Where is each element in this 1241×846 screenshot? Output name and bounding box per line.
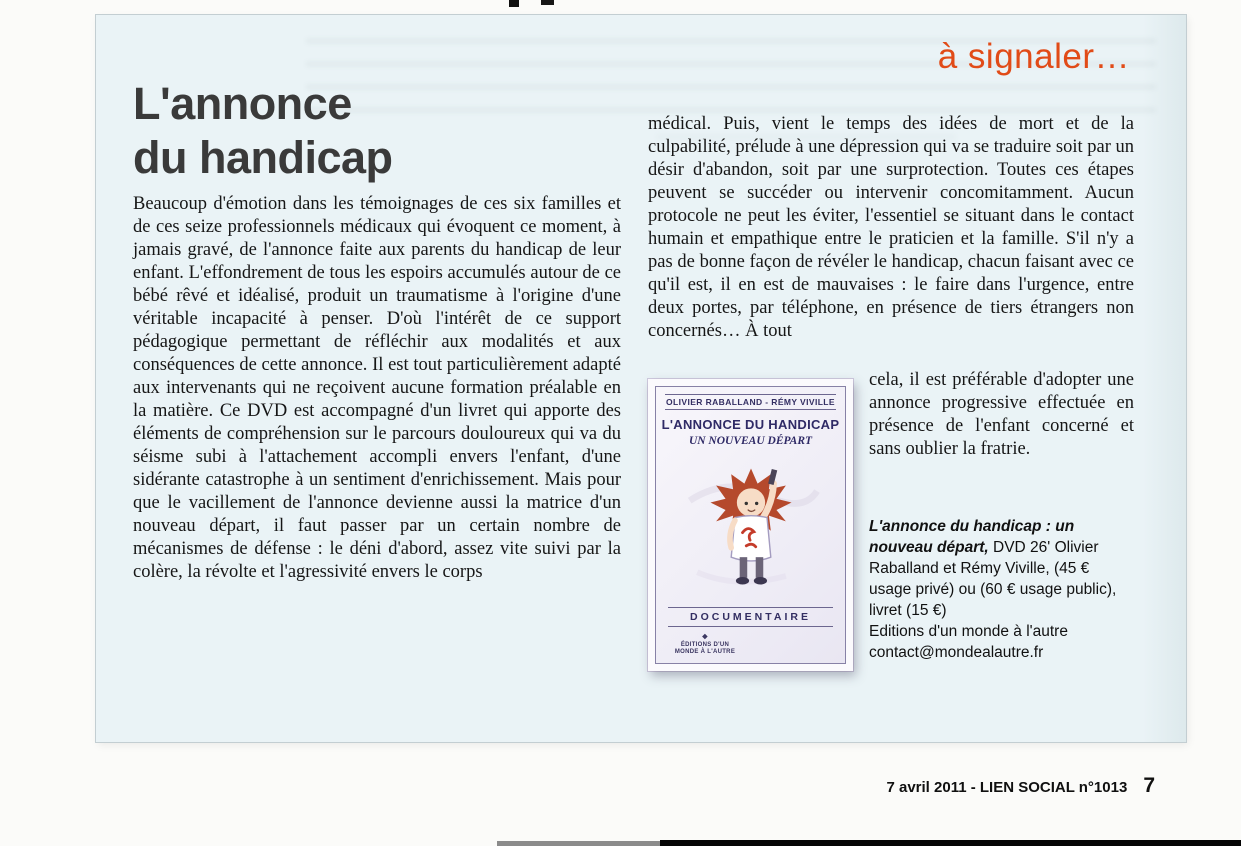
article-title <box>133 77 393 185</box>
scan-artifact-bottom-black <box>660 840 1241 846</box>
left-column-text: Beaucoup d'émotion dans les témoignages de ces six familles et de ces seize professionnels médicaux qui évoquent ce moment, à jamais gravé, de l'annonce faite aux parents du handicap de leur enfant. L'effondrement de tous les espoirs accumulés autour de ce bébé rêvé et idéalisé, produit un traumatisme à l'origine d'une véritable incapacité à penser. D'où l'intérêt de ce support pédagogique permettant de réfléchir aux modalités et aux conséquences de cette annonce. Il est tout particulièrement adapté aux intervenants qui ne reçoivent aucune formation préalable en la matière. Ce DVD est accompagné d'un livret qui apporte des éléments de compréhension sur le parcours douloureux qui va du séisme subi à l'attachement accompli envers l'enfant, d'une sidérante catastrophe à un sentiment d'enrichissement. Mais pour que le vacillement de l'annonce devienne aussi la matrice d'un nouveau départ, il faut passer par un certain nombre de mécanismes de défense : le déni d'abord, assez vite suivi par la colère, la révolte et l'agressivité envers le corps <box>133 194 621 582</box>
citation-email: contact@mondealautre.fr <box>869 644 1044 661</box>
section-label: à signaler… <box>937 37 1130 76</box>
citation-publisher: Editions d'un monde à l'autre <box>869 623 1068 640</box>
article-title-line-2: du handicap <box>133 132 393 183</box>
dvd-publisher-logo <box>672 634 738 656</box>
scan-artifact-top-right <box>541 0 554 5</box>
citation-details: DVD 26' Olivier Raballand et Rémy Viville, (45 € usage privé) ou (60 € usage public), livret (15 €) <box>869 539 1117 619</box>
left-column <box>133 193 621 584</box>
magazine-page <box>96 15 1186 742</box>
footer-issue-info: 7 avril 2011 - LIEN SOCIAL n°1013 <box>886 779 1128 796</box>
dvd-cover-image <box>648 379 853 671</box>
scan-artifact-top-left <box>509 0 519 7</box>
dvd-publisher-text: ÉDITIONS D'UN MONDE À L'AUTRE <box>674 642 736 655</box>
right-column-bottom <box>648 369 1134 671</box>
footer-page-number: 7 <box>1143 774 1155 797</box>
citation-block <box>869 516 1134 663</box>
dvd-cover-illustration <box>656 447 845 607</box>
beside-cover-column <box>869 369 1134 671</box>
page-footer <box>886 774 1155 798</box>
publisher-logo-icon: ❖ <box>701 634 709 641</box>
text-beside-dvd-cover: cela, il est préférable d'adopter une annonce progressive effectuée en présence de l'enfant concerné et sans oublier la fratrie. <box>869 370 1134 459</box>
dvd-subtitle: UN NOUVEAU DÉPART <box>688 435 813 447</box>
right-column <box>648 113 1134 671</box>
right-column-text-top: médical. Puis, vient le temps des idées de mort et de la culpabilité, prélude à une dépression qui va se traduire soit par un désir d'abandon, soit par une surprotection. Toutes ces étapes peuvent se succéder ou intervenir concomitamment. Aucun protocole ne peut les éviter, l'essentiel se situant dans le contact humain et empathique entre le praticien et la famille. S'il n'y a pas de bonne façon de révéler le handicap, chacun faisant avec ce qu'il est, il en est de mauvaises : le faire dans l'urgence, entre deux portes, par téléphone, en présence de tiers étrangers non concernés… À tout <box>648 114 1134 341</box>
dvd-authors: OLIVIER RABALLAND - RÉMY VIVILLE <box>665 394 836 410</box>
citation-title: L'annonce du handicap : un nouveau départ, <box>869 518 1075 556</box>
article-title-line-1: L'annonce <box>133 78 352 129</box>
dvd-cover-frame <box>655 386 846 664</box>
scan-artifact-bottom-gray <box>497 841 662 846</box>
dvd-title: L'ANNONCE DU HANDICAP <box>661 417 840 432</box>
dvd-genre: DOCUMENTAIRE <box>668 607 833 627</box>
